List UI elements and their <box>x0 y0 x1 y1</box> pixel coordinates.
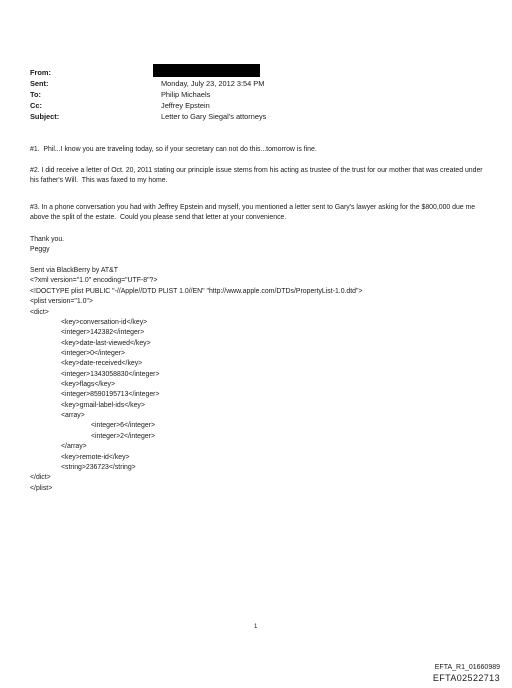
closing-thanks: Thank you. <box>30 236 65 243</box>
signature-name: Peggy <box>30 246 50 253</box>
sent-via-line: Sent via BlackBerry by AT&T <box>30 267 118 274</box>
paragraph-3: #3. In a phone conversation you had with Jeffrey Epstein and myself, you mentioned a letter sent to Gary's lawyer asking for the $800,000 due me above the split of the estate. Could you please send that letter at your convenience. <box>30 204 478 222</box>
sent-value: Monday, July 23, 2012 3:54 PM <box>161 79 265 88</box>
paragraph-2: #2. I did receive a letter of Oct. 20, 2011 stating our principle issue stems from his acting as trustee of the trust for our mother that was created under his father's Will. This was faxed to my home. <box>30 167 485 185</box>
xml-line: </plist> <box>30 485 53 492</box>
xml-line: <string>236723</string> <box>61 464 136 471</box>
page-number: 1 <box>254 624 258 630</box>
xml-line: <key>remote-id</key> <box>61 454 130 461</box>
bates-id-secondary: EFTA02522713 <box>432 673 500 683</box>
xml-line: <plist version="1.0"> <box>30 298 93 305</box>
xml-line: <key>flags</key> <box>61 381 116 388</box>
from-label: From: <box>30 68 51 77</box>
xml-line: <key>date-received</key> <box>61 360 143 367</box>
subject-label: Subject: <box>30 112 60 121</box>
paragraph-1: #1. Phil...I know you are traveling today, so if your secretary can not do this...tomorrow is fine. <box>30 146 317 153</box>
xml-line: <?xml version="1.0" encoding="UTF-8"?> <box>30 277 158 284</box>
xml-line: <array> <box>61 412 85 419</box>
xml-line: <!DOCTYPE plist PUBLIC "-//Apple//DTD PLIST 1.0//EN" "http://www.apple.com/DTDs/PropertyList-1.0.dtd"> <box>30 288 363 295</box>
xml-line: <dict> <box>30 309 49 316</box>
xml-line: <key>date-last-viewed</key> <box>61 340 151 347</box>
xml-line: <integer>1343058830</integer> <box>61 371 160 378</box>
redacted-block <box>153 64 260 77</box>
xml-line: <key>gmail-label-ids</key> <box>61 402 145 409</box>
sent-label: Sent: <box>30 79 49 88</box>
xml-line: </array> <box>61 443 87 450</box>
subject-value: Letter to Gary Siegal's attorneys <box>161 112 267 121</box>
xml-line: <integer>2</integer> <box>91 433 155 440</box>
cc-label: Cc: <box>30 101 42 110</box>
xml-line: <integer>0</integer> <box>61 350 125 357</box>
xml-line: <key>conversation-id</key> <box>61 319 148 326</box>
xml-line: <integer>8590195713</integer> <box>61 391 160 398</box>
xml-line: </dict> <box>30 474 51 481</box>
bates-id-primary: EFTA_R1_01660989 <box>434 664 500 671</box>
xml-line: <integer>6</integer> <box>91 422 155 429</box>
xml-line: <integer>142382</integer> <box>61 329 145 336</box>
to-value: Philip Michaels <box>161 90 211 99</box>
cc-value: Jeffrey Epstein <box>161 101 210 110</box>
to-label: To: <box>30 90 41 99</box>
